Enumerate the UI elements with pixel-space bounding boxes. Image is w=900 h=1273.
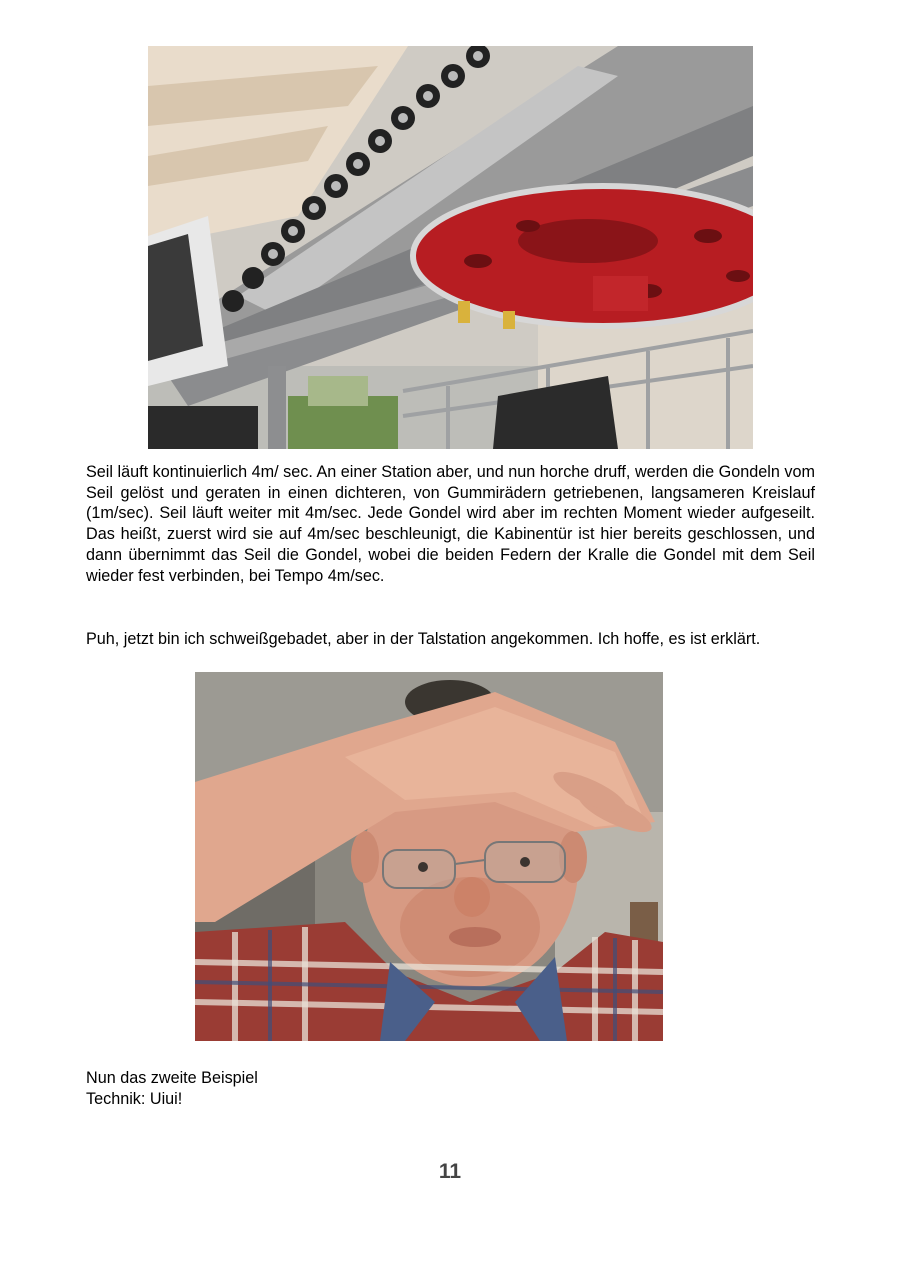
technique-line: Technik: Uiui! bbox=[86, 1089, 183, 1108]
next-example-line: Nun das zweite Beispiel bbox=[86, 1069, 258, 1087]
cable-car-machinery-photo bbox=[148, 46, 753, 449]
paragraph-cable-explanation: Seil läuft kontinuierlich 4m/ sec. An einer Station aber, und nun horche druff, werden die Gondeln vom Seil gelöst und geraten in einen dichteren, von Gummirädern getriebenen, langsameren Kreislauf (1m/sec). Seil läuft weiter mit 4m/sec. Jede Gondel wird aber im rechten Moment wieder aufgeseilt. Das heißt, zuerst wird sie auf 4m/sec beschleunigt, die Kabinentür ist hier bereits geschlossen, und dann übernimmt das Seil die Gondel, wobei die beiden Federn der Kralle die Gondel mit dem Seil wieder fest verbinden, bei Tempo 4m/sec. bbox=[86, 463, 815, 585]
sweating-man-photo bbox=[195, 672, 663, 1041]
page-number: 11 bbox=[438, 1160, 462, 1183]
paragraph-valley-station: Puh, jetzt bin ich schweißgebadet, aber in der Talstation angekommen. Ich hoffe, es ist erklärt. bbox=[86, 630, 761, 648]
closing-lines bbox=[86, 1068, 815, 1109]
